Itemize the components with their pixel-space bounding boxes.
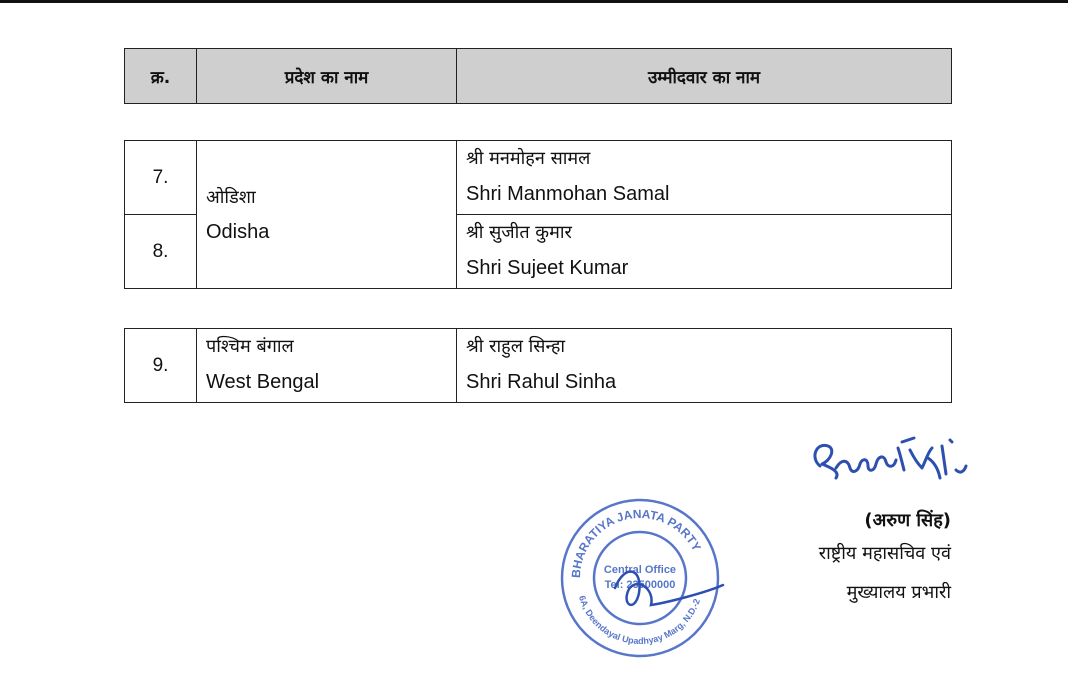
candidate-name-hindi: श्री मनमोहन सामल xyxy=(466,148,591,169)
top-border xyxy=(0,0,1068,3)
svg-text:6A, Deendayal Upadhyay Marg, N xyxy=(577,594,702,646)
signatory-name: (अरुण सिंह) xyxy=(864,510,951,531)
party-seal-stamp xyxy=(555,493,725,663)
state-name-english: Odisha xyxy=(206,221,270,243)
state-name-hindi: पश्चिम बंगाल xyxy=(206,336,294,357)
table-odisha xyxy=(124,140,952,289)
stamp-tel-text: Tel: 23500000 xyxy=(604,579,676,591)
serial-number: 7. xyxy=(125,141,197,215)
header-state: प्रदेश का नाम xyxy=(197,49,457,104)
candidate-cell xyxy=(457,215,952,289)
handwritten-signature xyxy=(806,428,976,498)
state-name-hindi: ओडिशा xyxy=(206,187,256,208)
candidate-cell xyxy=(457,141,952,215)
stamp-ring-text: BHARATIYA JANATA PARTY xyxy=(568,506,704,579)
signatory-title-line2: मुख्यालय प्रभारी xyxy=(846,582,951,603)
state-name-english: West Bengal xyxy=(206,371,320,393)
serial-number: 8. xyxy=(125,215,197,289)
header-candidate: उम्मीदवार का नाम xyxy=(457,49,952,104)
table-row xyxy=(125,329,952,403)
table-row xyxy=(125,141,952,215)
candidate-name-english: Shri Sujeet Kumar xyxy=(466,257,629,279)
candidate-name-hindi: श्री सुजीत कुमार xyxy=(466,222,572,243)
header-serial: क्र. xyxy=(125,49,197,104)
signatory-title-line1: राष्ट्रीय महासचिव एवं xyxy=(818,543,951,564)
candidate-name-hindi: श्री राहुल सिन्हा xyxy=(466,336,566,357)
stamp-office-text: Central Office xyxy=(603,564,677,576)
candidate-name-english: Shri Manmohan Samal xyxy=(466,183,670,205)
state-cell xyxy=(197,329,457,403)
table-west-bengal xyxy=(124,328,952,403)
state-cell xyxy=(197,141,457,289)
candidate-name-english: Shri Rahul Sinha xyxy=(466,371,617,393)
serial-number: 9. xyxy=(125,329,197,403)
stamp-address-text: 6A, Deendayal Upadhyay Marg, N.D.-2 xyxy=(576,594,702,647)
table-header xyxy=(124,48,952,104)
candidate-cell xyxy=(457,329,952,403)
